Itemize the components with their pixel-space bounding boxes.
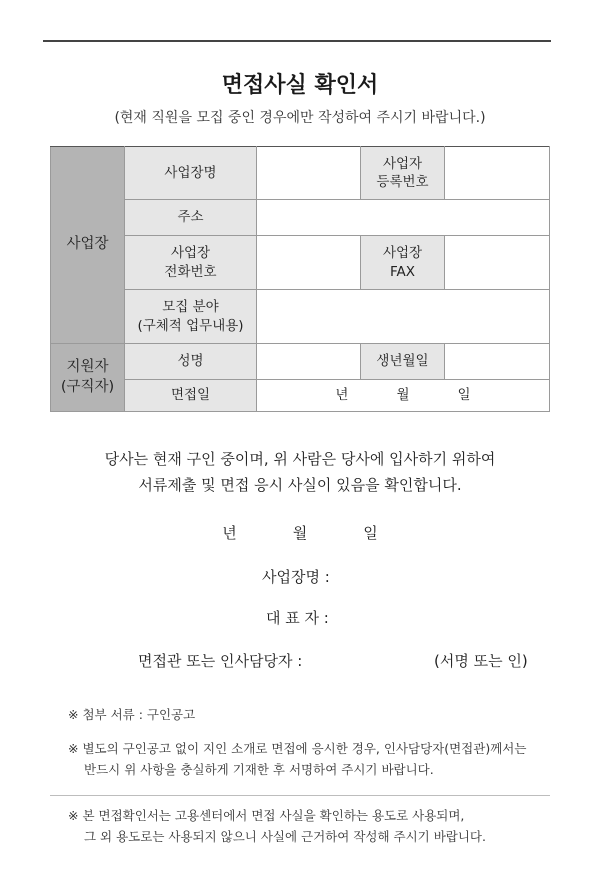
statement-line-1: 당사는 현재 구인 중이며, 위 사람은 당사에 입사하기 위하여 [104, 450, 496, 468]
address-field[interactable] [257, 200, 550, 236]
birthdate-field[interactable] [445, 344, 550, 380]
recruit-field-label: 모집 분야 (구체적 업무내용) [125, 290, 257, 344]
interview-year-label: 년 [335, 387, 349, 404]
top-rule [43, 40, 551, 42]
signing-representative-label: 대 표 자 : [266, 609, 329, 627]
attachment-note: ※ 첨부 서류 : 구인공고 [68, 707, 196, 722]
interview-date-label: 면접일 [125, 380, 257, 412]
usage-note-line-1: ※ 본 면접확인서는 고용센터에서 면접 사실을 확인하는 용도로 사용되며, [68, 808, 465, 823]
recruit-field-input[interactable] [257, 290, 550, 344]
fax-field[interactable] [445, 236, 550, 290]
page-title: 면접사실 확인서 [221, 73, 379, 98]
signing-month-label: 월 [292, 524, 308, 542]
reg-number-field[interactable] [445, 147, 550, 200]
interview-month-label: 월 [396, 387, 410, 404]
notes-divider [50, 795, 550, 796]
interview-date-field[interactable] [257, 380, 550, 412]
reg-number-label: 사업자 등록번호 [361, 147, 445, 200]
warning-note-line-2: 반드시 위 사항을 충실하게 기재한 후 서명하여 주시기 바랍니다. [84, 762, 434, 777]
page-subtitle: (현재 직원을 모집 중인 경우에만 작성하여 주시기 바랍니다.) [114, 110, 486, 126]
signing-day-label: 일 [363, 524, 378, 542]
warning-note-line-1: ※ 별도의 구인공고 없이 지인 소개로 면접에 응시한 경우, 인사담당자(면접관)께서는 [68, 741, 527, 756]
address-label: 주소 [125, 200, 257, 236]
signing-year-label: 년 [222, 524, 237, 542]
interview-day-label: 일 [457, 387, 471, 404]
signature-placeholder: (서명 또는 인) [434, 652, 528, 670]
confirmation-form-table [50, 146, 550, 412]
business-name-label: 사업장명 [125, 147, 257, 200]
phone-label: 사업장 전화번호 [125, 236, 257, 290]
signing-date [0, 522, 600, 543]
warning-note [68, 738, 526, 780]
business-name-field[interactable] [257, 147, 361, 200]
name-field[interactable] [257, 344, 361, 380]
usage-note-line-2: 그 외 용도로는 사용되지 않으니 사실에 근거하여 작성해 주시기 바랍니다. [84, 829, 486, 844]
fax-label: 사업장 FAX [361, 236, 445, 290]
statement-line-2: 서류제출 및 면접 응시 사실이 있음을 확인합니다. [138, 476, 462, 494]
section-applicant-label: 지원자 (구직자) [51, 344, 125, 412]
signing-interviewer-label: 면접관 또는 인사담당자 : [138, 652, 303, 670]
signing-business-name-label: 사업장명 : [262, 568, 330, 586]
name-label: 성명 [125, 344, 257, 380]
section-business-label: 사업장 [51, 147, 125, 344]
birthdate-label: 생년월일 [361, 344, 445, 380]
usage-note [68, 805, 486, 847]
phone-field[interactable] [257, 236, 361, 290]
